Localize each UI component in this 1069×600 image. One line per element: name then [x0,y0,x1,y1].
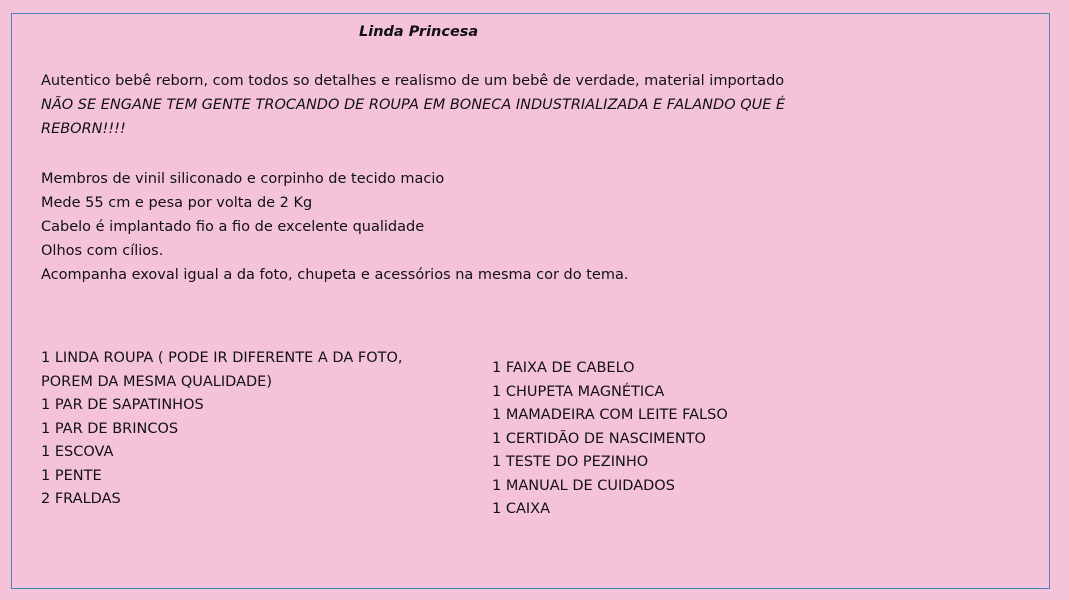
product-title: Linda Princesa [359,24,479,40]
intro-text: Autentico bebê reborn, com todos so detalhes e realismo de um bebê de verdade, material importado [41,73,785,89]
included-items-right [492,357,728,522]
list-item: 1 MANUAL DE CUIDADOS [492,477,675,494]
feature-line: Membros de vinil siliconado e corpinho de tecido macio [41,171,445,187]
list-item: 1 ESCOVA [41,444,114,460]
list-item: 1 PAR DE BRINCOS [41,420,179,437]
list-item: 1 PAR DE SAPATINHOS [41,397,204,413]
list-item: 1 MAMADEIRA COM LEITE FALSO [492,407,728,423]
list-item: 1 TESTE DO PEZINHO [492,454,649,470]
feature-line: Cabelo é implantado fio a fio de excelente qualidade [41,219,425,235]
list-item: 2 FRALDAS [41,491,121,507]
list-item: 1 FAIXA DE CABELO [492,360,635,376]
list-item: 1 CHUPETA MAGNÉTICA [492,383,665,400]
feature-line: Acompanha exoval igual a da foto, chupeta e acessórios na mesma cor do tema. [41,267,629,283]
list-item: 1 LINDA ROUPA ( PODE IR DIFERENTE A DA FOTO, [41,350,403,366]
included-items-left [41,347,403,512]
list-item: POREM DA MESMA QUALIDADE) [41,373,272,390]
feature-line: Olhos com cílios. [41,243,164,259]
list-item: 1 PENTE [41,467,102,484]
feature-line: Mede 55 cm e pesa por volta de 2 Kg [41,195,313,211]
list-item: 1 CAIXA [492,501,551,517]
warning-text-line2: REBORN!!!! [41,121,126,137]
warning-text-line1: NÃO SE ENGANE TEM GENTE TROCANDO DE ROUPA EM BONECA INDUSTRIALIZADA E FALANDO QUE É [41,97,786,113]
list-item: 1 CERTIDÃO DE NASCIMENTO [492,430,706,447]
